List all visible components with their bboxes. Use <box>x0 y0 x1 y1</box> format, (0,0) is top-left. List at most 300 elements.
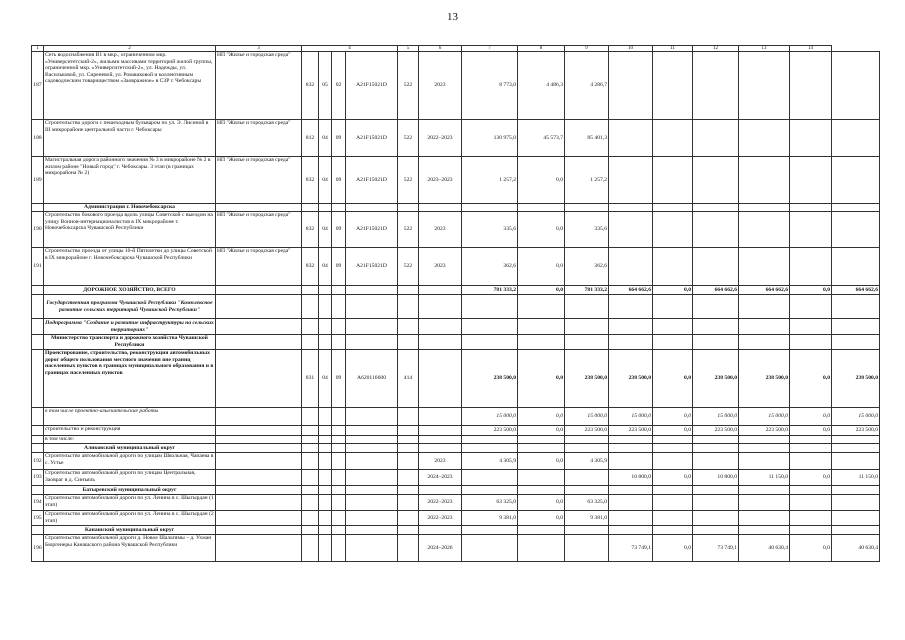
cell-c8: 85 401,3 <box>565 120 609 157</box>
header-col-12: 12 <box>693 46 739 52</box>
target-article-code <box>346 495 398 511</box>
cell-c6: 9 381,0 <box>462 511 518 526</box>
cell-c9: 664 662,6 <box>609 286 653 295</box>
cell-c13: 0,0 <box>790 426 832 436</box>
cell-c10: 0,0 <box>653 470 693 486</box>
cell-c10: 0,0 <box>653 408 693 426</box>
program-cell <box>216 319 302 335</box>
empty-cell <box>609 204 653 212</box>
cell-c10: 0,0 <box>653 286 693 295</box>
cell-c6: 8 773,0 <box>462 52 518 120</box>
cell-c6: 781 333,2 <box>462 286 518 295</box>
cell-c7: 0,0 <box>518 511 565 526</box>
cell-c9 <box>609 436 653 444</box>
cell-c10 <box>653 511 693 526</box>
cell-c10 <box>653 157 693 204</box>
subheading-text: Государственная программа Чувашской Республики "Комплексное развитие сельских территорий Чувашской Республики" <box>44 295 216 319</box>
empty-cell <box>609 444 653 453</box>
empty-cell <box>832 319 880 335</box>
cell-c6: 238 500,0 <box>462 350 518 408</box>
subheading-row <box>32 335 880 350</box>
subheading-row <box>32 295 880 319</box>
cell-c13 <box>790 52 832 120</box>
section-row <box>32 486 880 495</box>
cell-c7: 0,0 <box>518 350 565 408</box>
total-row <box>32 286 880 295</box>
cell-c7 <box>518 436 565 444</box>
cell-c10 <box>653 212 693 248</box>
empty-cell <box>398 486 419 495</box>
cell-c14 <box>832 120 880 157</box>
empty-cell <box>609 526 653 535</box>
program-name: НП "Жилье и городская среда" <box>216 157 302 204</box>
row-number <box>32 350 44 408</box>
cell-c14 <box>832 248 880 286</box>
cell-c10: 0,0 <box>653 535 693 562</box>
empty-cell <box>462 335 518 350</box>
expense-type-code <box>398 511 419 526</box>
empty-cell <box>462 526 518 535</box>
empty-cell <box>419 526 462 535</box>
row-number: 194 <box>32 495 44 511</box>
empty-cell <box>739 526 790 535</box>
cell-c8: 15 000,0 <box>565 408 609 426</box>
empty-cell <box>693 204 739 212</box>
program-name <box>216 495 302 511</box>
empty-cell <box>346 526 398 535</box>
target-article-code <box>346 426 398 436</box>
cell-c11 <box>693 453 739 470</box>
empty-cell <box>832 204 880 212</box>
years-cell <box>419 350 462 408</box>
target-article-code: A21F15021D <box>346 52 398 120</box>
table-body <box>32 46 880 562</box>
cell-c9 <box>609 248 653 286</box>
object-name: Строительство автомобильной дороги по улицам Школьная, Чапаева в с. Устье <box>44 453 216 470</box>
expense-type-code <box>398 495 419 511</box>
object-name: Магистральная дорога районного значения № 3 в микрорайоне № 2 в жилом районе "Новый город" г. Чебоксары. 3 этап (в границах микрорайона № 2) <box>44 157 216 204</box>
cell-c14: 664 662,6 <box>832 286 880 295</box>
cell-c11: 15 000,0 <box>693 408 739 426</box>
row-number <box>32 319 44 335</box>
cell-c9: 223 500,0 <box>609 426 653 436</box>
cell-c14: 238 500,0 <box>832 350 880 408</box>
cell-c7 <box>518 535 565 562</box>
subsection-code <box>332 436 346 444</box>
subsection-code <box>332 426 346 436</box>
cell-c14: 15 000,0 <box>832 408 880 426</box>
years-cell: 2024–2023 <box>419 470 462 486</box>
cell-c12 <box>739 511 790 526</box>
cell-c14: 40 630,4 <box>832 535 880 562</box>
empty-cell <box>462 295 518 319</box>
years-cell: 2022–2023 <box>419 511 462 526</box>
cell-c11 <box>693 511 739 526</box>
years-cell <box>419 436 462 444</box>
section-code <box>319 426 332 436</box>
row-number: 189 <box>32 157 44 204</box>
section-title: Аликовский муниципальный округ <box>44 444 216 453</box>
cell-c11 <box>693 52 739 120</box>
cell-c11: 238 500,0 <box>693 350 739 408</box>
program-cell <box>216 204 302 212</box>
empty-cell <box>302 486 319 495</box>
empty-cell <box>462 486 518 495</box>
program-cell <box>216 526 302 535</box>
years-cell <box>419 408 462 426</box>
cell-c13: 0,0 <box>790 286 832 295</box>
cell-c7: 0,0 <box>518 212 565 248</box>
grbs-code: 831 <box>302 350 319 408</box>
table-row <box>32 436 880 444</box>
target-article-code: A21F15021D <box>346 212 398 248</box>
cell-c11 <box>693 157 739 204</box>
target-article-code: A21F15021D <box>346 157 398 204</box>
cell-c10 <box>653 453 693 470</box>
cell-c12 <box>739 453 790 470</box>
table-row <box>32 212 880 248</box>
cell-c12 <box>739 157 790 204</box>
cell-c9 <box>609 453 653 470</box>
cell-c14 <box>832 436 880 444</box>
cell-c6: 1 257,2 <box>462 157 518 204</box>
expense-type-code <box>398 535 419 562</box>
cell-c8: 238 500,0 <box>565 350 609 408</box>
section-code: 04 <box>319 157 332 204</box>
empty-cell <box>693 335 739 350</box>
row-number: 187 <box>32 52 44 120</box>
empty-cell <box>518 335 565 350</box>
empty-cell <box>518 295 565 319</box>
cell-c11: 73 749,1 <box>693 535 739 562</box>
subheading-text: Министерство транспорта и дорожного хозяйства Чувашской Республики <box>44 335 216 350</box>
total-label: ДОРОЖНОЕ ХОЗЯЙСТВО, ВСЕГО <box>44 286 216 295</box>
cell-c12: 664 662,6 <box>739 286 790 295</box>
section-code: 04 <box>319 120 332 157</box>
table-row <box>32 408 880 426</box>
cell-c8: 223 500,0 <box>565 426 609 436</box>
empty-cell <box>832 335 880 350</box>
cell-c12 <box>739 212 790 248</box>
empty-cell <box>653 335 693 350</box>
empty-cell <box>319 319 332 335</box>
cell-c12 <box>739 52 790 120</box>
empty-cell <box>739 335 790 350</box>
code-cell <box>332 286 346 295</box>
section-title: Администрация г. Новочебоксарска <box>44 204 216 212</box>
empty-cell <box>302 444 319 453</box>
grbs-code <box>302 495 319 511</box>
row-number <box>32 204 44 212</box>
table-row <box>32 535 880 562</box>
empty-cell <box>609 486 653 495</box>
cell-c8: 4 305,9 <box>565 453 609 470</box>
empty-cell <box>398 335 419 350</box>
years-cell: 2022–2023 <box>419 120 462 157</box>
header-col-7: 7 <box>462 46 518 52</box>
cell-c6: 335,6 <box>462 212 518 248</box>
cell-c14: 223 500,0 <box>832 426 880 436</box>
subsection-code: 09 <box>332 212 346 248</box>
cell-c6 <box>462 436 518 444</box>
cell-c10: 0,0 <box>653 426 693 436</box>
cell-c6: 223 500,0 <box>462 426 518 436</box>
cell-c12 <box>739 120 790 157</box>
row-number: 192 <box>32 453 44 470</box>
cell-c13 <box>790 157 832 204</box>
section-code <box>319 495 332 511</box>
cell-c12 <box>739 495 790 511</box>
section-code: 05 <box>319 52 332 120</box>
cell-c13 <box>790 511 832 526</box>
budget-table <box>31 45 880 562</box>
program-cell <box>216 444 302 453</box>
subheading-text: Подпрограмма "Создание и развитие инфраструктуры на сельских территориях" <box>45 319 214 333</box>
program-name <box>216 511 302 526</box>
years-cell: 2022–2023 <box>419 495 462 511</box>
empty-cell <box>419 486 462 495</box>
cell-c6 <box>462 535 518 562</box>
cell-c10 <box>653 52 693 120</box>
cell-c13 <box>790 453 832 470</box>
empty-cell <box>332 204 346 212</box>
header-col-10: 10 <box>609 46 653 52</box>
program-name: НП "Жилье и городская среда" <box>216 120 302 157</box>
empty-cell <box>609 335 653 350</box>
cell-c7: 45 573,7 <box>518 120 565 157</box>
empty-cell <box>693 444 739 453</box>
code-cell <box>302 286 319 295</box>
empty-cell <box>790 319 832 335</box>
subsection-code <box>332 495 346 511</box>
cell-c6: 362,6 <box>462 248 518 286</box>
section-code <box>319 436 332 444</box>
row-number: 190 <box>32 212 44 248</box>
cell-c14 <box>832 511 880 526</box>
empty-cell <box>419 204 462 212</box>
cell-c10: 0,0 <box>653 350 693 408</box>
empty-cell <box>346 486 398 495</box>
years-cell: 2023–2023 <box>419 157 462 204</box>
subheading-row <box>32 319 880 335</box>
row-number <box>32 335 44 350</box>
row-number <box>32 286 44 295</box>
cell-c13: 0,0 <box>790 470 832 486</box>
target-article-code <box>346 535 398 562</box>
cell-c7: 0,0 <box>518 157 565 204</box>
cell-c9: 15 000,0 <box>609 408 653 426</box>
header-col-3: 3 <box>216 46 302 52</box>
expense-type-code: 522 <box>398 157 419 204</box>
cell-c13: 0,0 <box>790 408 832 426</box>
grbs-code <box>302 426 319 436</box>
cell-c12: 15 000,0 <box>739 408 790 426</box>
row-number <box>32 426 44 436</box>
empty-cell <box>332 486 346 495</box>
page-number: 13 <box>447 11 458 23</box>
target-article-code <box>346 511 398 526</box>
cell-c12: 238 500,0 <box>739 350 790 408</box>
cell-c8: 9 381,0 <box>565 511 609 526</box>
cell-c8: 63 325,0 <box>565 495 609 511</box>
cell-c13 <box>790 248 832 286</box>
empty-cell <box>832 444 880 453</box>
cell-c14 <box>832 495 880 511</box>
empty-cell <box>653 526 693 535</box>
empty-cell <box>565 444 609 453</box>
table-row <box>32 426 880 436</box>
empty-cell <box>790 444 832 453</box>
object-name: Строительство автомобильной дороги д. Новое Шальтямы – д. Ухман Бюргенеры Канашского района Чувашской Республики <box>44 535 216 562</box>
cell-c9 <box>609 52 653 120</box>
section-code: 04 <box>319 248 332 286</box>
program-name <box>216 426 302 436</box>
object-name: Строительство автомобильной дороги по ул. Ленина в с. Шыгырдан (1 этап) <box>44 495 216 511</box>
empty-cell <box>346 295 398 319</box>
empty-cell <box>693 295 739 319</box>
cell-c9 <box>609 120 653 157</box>
cell-c9 <box>609 157 653 204</box>
cell-c8: 335,6 <box>565 212 609 248</box>
empty-cell <box>346 319 398 335</box>
table-row <box>32 470 880 486</box>
empty-cell <box>332 526 346 535</box>
cell-c12 <box>739 436 790 444</box>
row-number: 196 <box>32 535 44 562</box>
expense-type-code <box>398 453 419 470</box>
cell-c7: 0,0 <box>518 426 565 436</box>
grbs-code <box>302 470 319 486</box>
empty-cell <box>398 444 419 453</box>
years-cell: 2023 <box>419 453 462 470</box>
empty-cell <box>398 526 419 535</box>
empty-cell <box>790 335 832 350</box>
empty-cell <box>518 319 565 335</box>
cell-c13: 0,0 <box>790 350 832 408</box>
subsection-code <box>332 511 346 526</box>
empty-cell <box>790 295 832 319</box>
program-name <box>216 470 302 486</box>
object-name: Строительство дороги с пешеходным бульваром по ул. Э. Лисиной в III микрорайоне центральной части г. Чебоксары <box>44 120 216 157</box>
cell-c8 <box>565 535 609 562</box>
cell-c11 <box>693 495 739 511</box>
empty-cell <box>462 319 518 335</box>
cell-c12 <box>739 248 790 286</box>
expense-type-code <box>398 426 419 436</box>
empty-cell <box>462 444 518 453</box>
cell-c9 <box>609 511 653 526</box>
empty-cell <box>332 444 346 453</box>
empty-cell <box>319 526 332 535</box>
years-cell: 2024–2026 <box>419 535 462 562</box>
grbs-code: 812 <box>302 120 319 157</box>
section-code <box>319 408 332 426</box>
header-col-9: 9 <box>565 46 609 52</box>
program-name <box>216 453 302 470</box>
section-code <box>319 453 332 470</box>
cell-c14 <box>832 453 880 470</box>
target-article-code: A620116600 <box>346 350 398 408</box>
program-name: НП "Жилье и городская среда" <box>216 212 302 248</box>
grbs-code <box>302 436 319 444</box>
program-name <box>216 350 302 408</box>
empty-cell <box>462 204 518 212</box>
subsection-code: 02 <box>332 52 346 120</box>
table-row <box>32 52 880 120</box>
cell-c14 <box>832 212 880 248</box>
row-number <box>32 436 44 444</box>
cell-c12: 40 630,4 <box>739 535 790 562</box>
empty-cell <box>302 204 319 212</box>
cell-c9 <box>609 495 653 511</box>
empty-cell <box>739 444 790 453</box>
code-cell <box>419 286 462 295</box>
subsection-code <box>332 453 346 470</box>
object-name: строительство и реконструкция <box>44 426 216 436</box>
empty-cell <box>832 526 880 535</box>
expense-type-code <box>398 436 419 444</box>
cell-c11 <box>693 120 739 157</box>
empty-cell <box>398 295 419 319</box>
code-cell <box>346 286 398 295</box>
empty-cell <box>319 335 332 350</box>
empty-cell <box>332 295 346 319</box>
program-cell <box>216 335 302 350</box>
cell-c6 <box>462 470 518 486</box>
empty-cell <box>419 335 462 350</box>
expense-type-code <box>398 470 419 486</box>
years-cell: 2023 <box>419 52 462 120</box>
section-row <box>32 204 880 212</box>
target-article-code <box>346 408 398 426</box>
cell-c7: 0,0 <box>518 453 565 470</box>
cell-c8: 4 286,7 <box>565 52 609 120</box>
empty-cell <box>739 204 790 212</box>
empty-cell <box>609 295 653 319</box>
header-col-14: 14 <box>790 46 832 52</box>
row-number <box>32 444 44 453</box>
subsection-code: 09 <box>332 248 346 286</box>
empty-cell <box>693 319 739 335</box>
header-col-1: 1 <box>32 46 44 52</box>
empty-cell <box>653 486 693 495</box>
empty-cell <box>609 319 653 335</box>
empty-cell <box>653 204 693 212</box>
grbs-code <box>302 408 319 426</box>
years-cell: 2023 <box>419 248 462 286</box>
empty-cell <box>319 444 332 453</box>
cell-c10 <box>653 248 693 286</box>
cell-c12: 11 150,0 <box>739 470 790 486</box>
years-cell <box>419 426 462 436</box>
row-number <box>32 295 44 319</box>
section-code: 04 <box>319 350 332 408</box>
subsection-code <box>332 535 346 562</box>
cell-c6: 15 000,0 <box>462 408 518 426</box>
cell-c14: 11 150,0 <box>832 470 880 486</box>
cell-c8 <box>565 470 609 486</box>
header-col-11: 11 <box>653 46 693 52</box>
cell-c10 <box>653 120 693 157</box>
program-name <box>216 408 302 426</box>
empty-cell <box>419 319 462 335</box>
grbs-code <box>302 511 319 526</box>
program-name <box>216 535 302 562</box>
table-row <box>32 511 880 526</box>
program-cell <box>216 486 302 495</box>
table-row <box>32 120 880 157</box>
cell-c11 <box>693 212 739 248</box>
